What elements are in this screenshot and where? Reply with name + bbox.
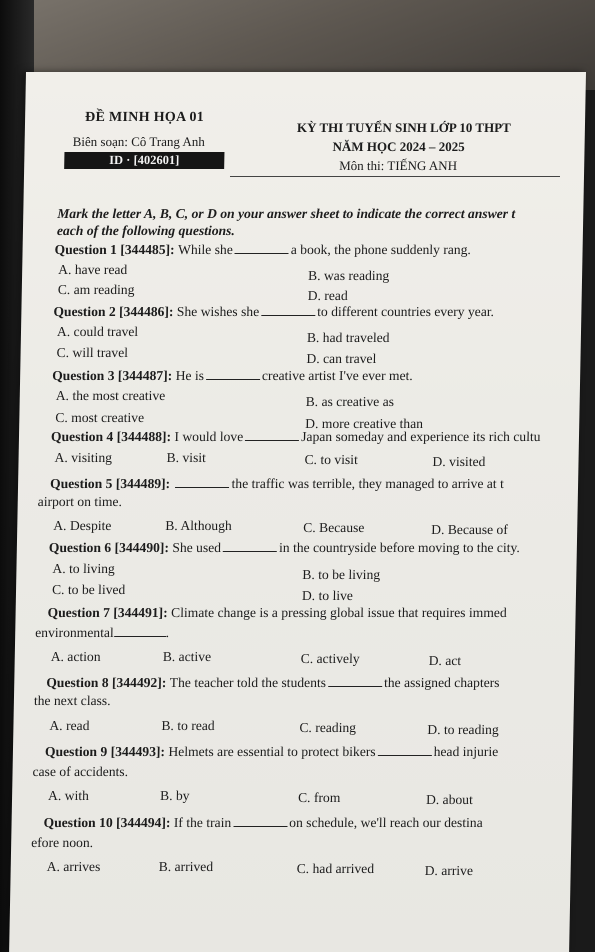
question-8-continuation (34, 693, 111, 709)
question-6-stem (49, 540, 520, 556)
option-b: B. by (159, 788, 190, 803)
option-c: C. had arrived (296, 861, 375, 876)
option-b: B. active (162, 649, 212, 664)
question-10-stem (43, 815, 482, 831)
question-text: case of accidents. (32, 764, 129, 779)
answer-blank (206, 368, 260, 380)
option-d: D. visited (432, 454, 486, 469)
option-d: D. act (428, 653, 462, 668)
answer-blank (235, 242, 289, 254)
subject-line: Môn thi: TIẾNG ANH (339, 158, 458, 173)
question-label: Question 6 [344490]: (48, 540, 173, 555)
question-text: environmental (35, 625, 114, 640)
answer-blank (114, 625, 166, 637)
question-text: to different countries every year. (317, 304, 495, 319)
question-label: Question 9 [344493]: (44, 744, 169, 759)
question-text: a book, the phone suddenly rang. (290, 242, 472, 257)
option-d: D. can travel (306, 351, 377, 366)
instruction-line-2: each of the following questions. (56, 223, 235, 238)
option-c: C. actively (300, 651, 360, 666)
question-text: head injurie (433, 744, 499, 759)
option-d: D. to reading (427, 722, 499, 737)
answer-blank (233, 815, 287, 827)
option-a: A. Despite (53, 518, 112, 533)
option-d: D. about (425, 792, 474, 807)
exam-id-badge: ID · [402601] (64, 152, 224, 169)
school-year: NĂM HỌC 2024 – 2025 (332, 139, 465, 154)
option-c: C. am reading (57, 282, 135, 297)
instruction-line-1: Mark the letter A, B, C, or D on your answer sheet to indicate the correct answer t (57, 206, 516, 221)
question-label: Question 10 [344494]: (43, 815, 175, 830)
option-d: D. Because of (431, 522, 508, 537)
question-text: on schedule, we'll reach our destina (289, 815, 483, 830)
question-text: While she (177, 242, 233, 257)
question-text: She wishes she (176, 304, 260, 319)
question-label: Question 4 [344488]: (50, 429, 175, 444)
question-text: the traffic was terrible, they managed to arrive at t (231, 476, 504, 491)
answer-blank (175, 476, 229, 488)
answer-blank (328, 675, 382, 687)
question-text: Climate change is a pressing global issue that requires immed (170, 605, 507, 620)
question-text: airport on time. (37, 494, 123, 509)
question-text: He is (175, 368, 205, 383)
option-a: A. arrives (46, 859, 101, 874)
question-4-stem (51, 429, 541, 445)
question-3-stem (52, 368, 413, 384)
exam-title: ĐỀ MINH HỌA 01 (84, 110, 205, 125)
question-7-continuation (35, 625, 169, 641)
option-c: C. will travel (56, 345, 129, 360)
question-text: If the train (173, 815, 232, 830)
option-a: A. could travel (56, 324, 139, 339)
exam-name: KỲ THI TUYỂN SINH LỚP 10 THPT (296, 120, 511, 135)
option-a: A. to living (52, 561, 115, 576)
answer-blank (245, 429, 299, 441)
question-text: in the countryside before moving to the city. (278, 540, 520, 555)
question-text: efore noon. (31, 835, 94, 850)
option-a: A. have read (58, 262, 128, 277)
option-a: A. visiting (54, 450, 113, 465)
question-label: Question 5 [344489]: (49, 476, 174, 491)
option-d: D. read (307, 288, 348, 303)
question-1-stem (54, 242, 471, 258)
option-a: A. action (50, 649, 101, 664)
option-b: B. had traveled (306, 330, 390, 345)
option-b: B. as creative as (305, 394, 395, 409)
question-5-continuation (38, 494, 122, 510)
option-b: B. Although (165, 518, 232, 533)
question-label: Question 1 [344485]: (54, 242, 179, 257)
option-c: C. from (297, 790, 341, 805)
question-text: the assigned chapters (383, 675, 500, 690)
question-text: Japan someday and experience its rich cultu (301, 429, 541, 444)
question-label: Question 2 [344486]: (53, 304, 178, 319)
option-c: C. Because (303, 520, 365, 535)
option-b: B. to be living (302, 567, 381, 582)
question-5-stem (50, 476, 504, 492)
option-b: B. visit (166, 450, 207, 465)
option-d: D. to live (301, 588, 354, 603)
question-text: I would love (174, 429, 244, 444)
option-c: C. to be lived (51, 582, 126, 597)
header-divider (230, 176, 560, 177)
option-a: A. read (49, 718, 90, 733)
question-10-continuation (31, 835, 93, 851)
question-text: creative artist I've ever met. (261, 368, 413, 383)
answer-blank (223, 540, 277, 552)
option-b: B. arrived (158, 859, 214, 874)
option-b: B. was reading (307, 268, 390, 283)
answer-blank (378, 744, 432, 756)
question-text: Helmets are essential to protect bikers (168, 744, 376, 759)
option-a: A. with (47, 788, 90, 803)
question-label: Question 8 [344492]: (46, 675, 170, 690)
question-label: Question 7 [344491]: (47, 605, 172, 620)
option-a: A. the most creative (55, 388, 166, 403)
option-b: B. to read (161, 718, 215, 733)
option-c: C. most creative (55, 410, 145, 425)
question-text: She used (172, 540, 222, 555)
question-text: . (165, 625, 170, 640)
compiler-line: Biên soạn: Cô Trang Anh (72, 134, 205, 149)
question-9-stem (45, 744, 499, 760)
question-text: The teacher told the students (169, 675, 327, 690)
answer-blank (261, 304, 315, 316)
question-label: Question 3 [344487]: (52, 368, 176, 383)
exam-paper (9, 72, 586, 952)
question-9-continuation (32, 764, 128, 780)
question-text: the next class. (33, 693, 111, 708)
option-d: D. more creative than (305, 416, 424, 431)
question-2-stem (53, 304, 494, 320)
question-7-stem (47, 605, 506, 621)
option-d: D. arrive (424, 863, 474, 878)
option-c: C. reading (299, 720, 357, 735)
option-c: C. to visit (304, 452, 358, 467)
question-8-stem (46, 675, 500, 691)
